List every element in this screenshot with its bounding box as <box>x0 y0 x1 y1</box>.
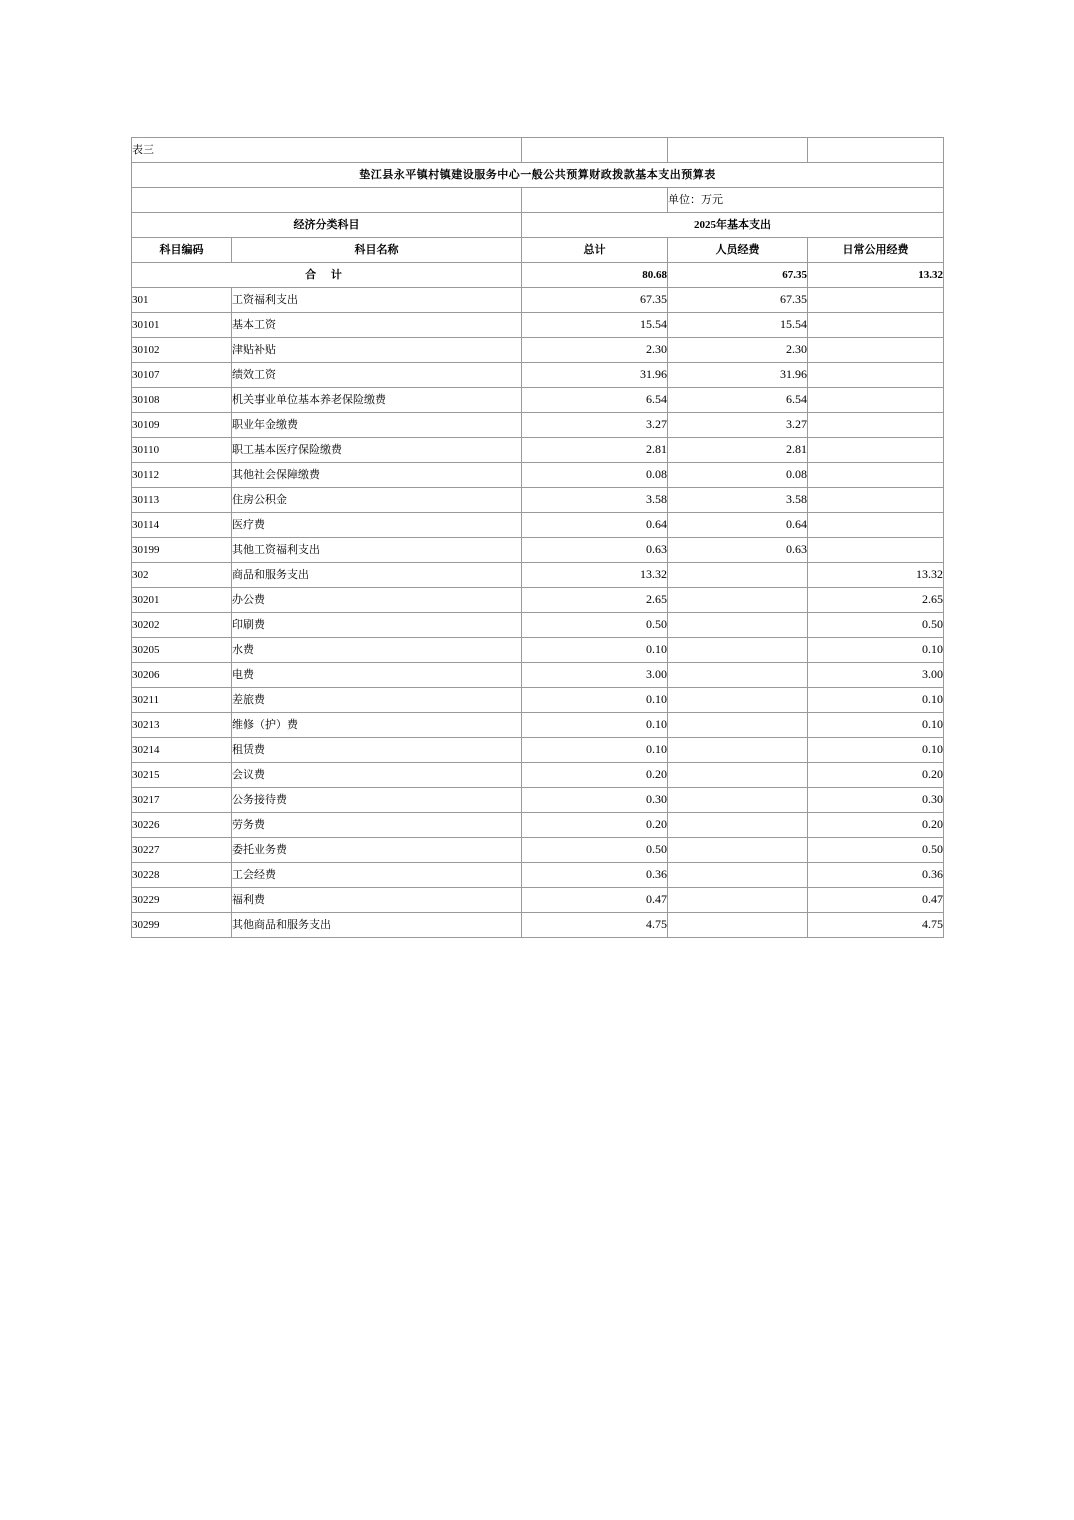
cell-total: 3.58 <box>522 488 668 513</box>
cell-public: 4.75 <box>808 913 944 938</box>
cell-public <box>808 438 944 463</box>
cell-name: 职业年金缴费 <box>232 413 522 438</box>
cell-code: 30226 <box>132 813 232 838</box>
cell-name: 工会经费 <box>232 863 522 888</box>
cell-total: 0.63 <box>522 538 668 563</box>
cell-code: 30217 <box>132 788 232 813</box>
cell-public: 2.65 <box>808 588 944 613</box>
cell-public: 0.50 <box>808 838 944 863</box>
cell-personnel: 3.27 <box>668 413 808 438</box>
column-header-name: 科目名称 <box>232 238 522 263</box>
cell-total: 0.36 <box>522 863 668 888</box>
table-body <box>132 288 944 938</box>
cell-code: 30202 <box>132 613 232 638</box>
cell-public: 0.30 <box>808 788 944 813</box>
column-header-code: 科目编码 <box>132 238 232 263</box>
cell-code: 30211 <box>132 688 232 713</box>
cell-name: 委托业务费 <box>232 838 522 863</box>
cell-public: 0.20 <box>808 763 944 788</box>
cell-personnel: 2.30 <box>668 338 808 363</box>
cell-total: 0.20 <box>522 763 668 788</box>
cell-personnel: 6.54 <box>668 388 808 413</box>
cell-code: 30229 <box>132 888 232 913</box>
column-header-personnel: 人员经费 <box>668 238 808 263</box>
cell-personnel: 0.63 <box>668 538 808 563</box>
cell-personnel <box>668 713 808 738</box>
cell-total: 13.32 <box>522 563 668 588</box>
cell-total: 0.64 <box>522 513 668 538</box>
total-value-total: 80.68 <box>522 263 668 288</box>
cell-public: 0.10 <box>808 713 944 738</box>
cell-name: 电费 <box>232 663 522 688</box>
cell-code: 30227 <box>132 838 232 863</box>
table-row <box>132 738 944 763</box>
cell-personnel: 3.58 <box>668 488 808 513</box>
cell-total: 0.50 <box>522 838 668 863</box>
cell-total: 3.27 <box>522 413 668 438</box>
cell-public <box>808 413 944 438</box>
cell-public: 0.47 <box>808 888 944 913</box>
cell-code: 30201 <box>132 588 232 613</box>
cell-public: 0.10 <box>808 638 944 663</box>
table-title-row <box>132 163 944 188</box>
cell-total: 0.50 <box>522 613 668 638</box>
cell-personnel <box>668 813 808 838</box>
cell-personnel <box>668 588 808 613</box>
cell-public <box>808 463 944 488</box>
cell-personnel <box>668 888 808 913</box>
table-row <box>132 813 944 838</box>
cell-public: 0.50 <box>808 613 944 638</box>
table-row <box>132 313 944 338</box>
table-row <box>132 913 944 938</box>
tag-blank-2 <box>668 138 808 163</box>
cell-name: 住房公积金 <box>232 488 522 513</box>
cell-public <box>808 538 944 563</box>
table-row <box>132 763 944 788</box>
cell-code: 30107 <box>132 363 232 388</box>
table-unit-row <box>132 188 944 213</box>
header-group-economic-classification: 经济分类科目 <box>132 213 522 238</box>
table-row <box>132 638 944 663</box>
cell-total: 0.20 <box>522 813 668 838</box>
table-row <box>132 663 944 688</box>
cell-total: 6.54 <box>522 388 668 413</box>
table-row <box>132 413 944 438</box>
cell-code: 30228 <box>132 863 232 888</box>
table-row <box>132 438 944 463</box>
cell-total: 3.00 <box>522 663 668 688</box>
cell-name: 商品和服务支出 <box>232 563 522 588</box>
unit-blank-2 <box>522 188 668 213</box>
table-row <box>132 538 944 563</box>
cell-name: 印刷费 <box>232 613 522 638</box>
table-row <box>132 513 944 538</box>
cell-code: 30108 <box>132 388 232 413</box>
cell-personnel: 0.08 <box>668 463 808 488</box>
cell-name: 办公费 <box>232 588 522 613</box>
cell-total: 4.75 <box>522 913 668 938</box>
cell-public: 0.10 <box>808 688 944 713</box>
table-tag-row <box>132 138 944 163</box>
table-header-group-row <box>132 213 944 238</box>
cell-name: 其他工资福利支出 <box>232 538 522 563</box>
cell-name: 津贴补贴 <box>232 338 522 363</box>
cell-code: 30215 <box>132 763 232 788</box>
table-row <box>132 588 944 613</box>
cell-public <box>808 313 944 338</box>
cell-code: 30112 <box>132 463 232 488</box>
cell-total: 0.10 <box>522 713 668 738</box>
cell-total: 31.96 <box>522 363 668 388</box>
cell-code: 30102 <box>132 338 232 363</box>
cell-total: 0.10 <box>522 738 668 763</box>
cell-total: 2.81 <box>522 438 668 463</box>
budget-table <box>131 137 944 938</box>
sheet-tag: 表三 <box>132 138 522 163</box>
table-row <box>132 713 944 738</box>
cell-personnel: 0.64 <box>668 513 808 538</box>
cell-personnel: 2.81 <box>668 438 808 463</box>
cell-code: 30113 <box>132 488 232 513</box>
unit-blank-1 <box>132 188 522 213</box>
cell-name: 维修（护）费 <box>232 713 522 738</box>
cell-personnel <box>668 563 808 588</box>
cell-name: 其他商品和服务支出 <box>232 913 522 938</box>
cell-code: 30214 <box>132 738 232 763</box>
cell-code: 30299 <box>132 913 232 938</box>
cell-public <box>808 388 944 413</box>
cell-public: 0.20 <box>808 813 944 838</box>
cell-personnel <box>668 763 808 788</box>
cell-name: 水费 <box>232 638 522 663</box>
cell-name: 福利费 <box>232 888 522 913</box>
cell-code: 30199 <box>132 538 232 563</box>
table-row <box>132 338 944 363</box>
cell-personnel: 31.96 <box>668 363 808 388</box>
cell-total: 0.08 <box>522 463 668 488</box>
cell-total: 15.54 <box>522 313 668 338</box>
cell-total: 0.10 <box>522 688 668 713</box>
table-total-row <box>132 263 944 288</box>
cell-name: 机关事业单位基本养老保险缴费 <box>232 388 522 413</box>
cell-name: 其他社会保障缴费 <box>232 463 522 488</box>
column-header-total: 总计 <box>522 238 668 263</box>
cell-name: 医疗费 <box>232 513 522 538</box>
cell-total: 2.30 <box>522 338 668 363</box>
cell-personnel <box>668 838 808 863</box>
cell-public <box>808 488 944 513</box>
cell-personnel <box>668 738 808 763</box>
page-title: 垫江县永平镇村镇建设服务中心一般公共预算财政拨款基本支出预算表 <box>132 163 944 188</box>
table-row <box>132 613 944 638</box>
cell-name: 劳务费 <box>232 813 522 838</box>
cell-public <box>808 288 944 313</box>
table-row <box>132 863 944 888</box>
cell-code: 30213 <box>132 713 232 738</box>
cell-public: 3.00 <box>808 663 944 688</box>
tag-blank-1 <box>522 138 668 163</box>
cell-personnel <box>668 788 808 813</box>
cell-public <box>808 338 944 363</box>
cell-code: 302 <box>132 563 232 588</box>
table-row <box>132 688 944 713</box>
table-row <box>132 788 944 813</box>
table-header-row <box>132 238 944 263</box>
header-group-basic-expenditure: 2025年基本支出 <box>522 213 944 238</box>
cell-name: 绩效工资 <box>232 363 522 388</box>
table-row <box>132 838 944 863</box>
total-value-public: 13.32 <box>808 263 944 288</box>
table-row <box>132 388 944 413</box>
cell-code: 30110 <box>132 438 232 463</box>
total-value-personnel: 67.35 <box>668 263 808 288</box>
unit-label: 单位：万元 <box>668 188 944 213</box>
cell-total: 67.35 <box>522 288 668 313</box>
total-label: 合 计 <box>132 263 522 288</box>
cell-name: 职工基本医疗保险缴费 <box>232 438 522 463</box>
cell-name: 公务接待费 <box>232 788 522 813</box>
cell-personnel <box>668 688 808 713</box>
table-row <box>132 563 944 588</box>
cell-personnel: 67.35 <box>668 288 808 313</box>
cell-personnel <box>668 863 808 888</box>
cell-name: 会议费 <box>232 763 522 788</box>
cell-public <box>808 363 944 388</box>
cell-code: 30109 <box>132 413 232 438</box>
cell-code: 30205 <box>132 638 232 663</box>
cell-total: 0.10 <box>522 638 668 663</box>
cell-public: 0.10 <box>808 738 944 763</box>
cell-total: 2.65 <box>522 588 668 613</box>
cell-total: 0.47 <box>522 888 668 913</box>
budget-sheet <box>131 137 943 938</box>
table-row <box>132 463 944 488</box>
cell-name: 基本工资 <box>232 313 522 338</box>
cell-name: 差旅费 <box>232 688 522 713</box>
cell-public: 13.32 <box>808 563 944 588</box>
cell-code: 30114 <box>132 513 232 538</box>
table-row <box>132 488 944 513</box>
cell-code: 30101 <box>132 313 232 338</box>
column-header-public: 日常公用经费 <box>808 238 944 263</box>
cell-code: 301 <box>132 288 232 313</box>
cell-personnel <box>668 663 808 688</box>
cell-personnel: 15.54 <box>668 313 808 338</box>
tag-blank-3 <box>808 138 944 163</box>
cell-public: 0.36 <box>808 863 944 888</box>
cell-personnel <box>668 638 808 663</box>
cell-name: 租赁费 <box>232 738 522 763</box>
cell-total: 0.30 <box>522 788 668 813</box>
cell-personnel <box>668 613 808 638</box>
table-row <box>132 888 944 913</box>
cell-public <box>808 513 944 538</box>
table-row <box>132 363 944 388</box>
cell-personnel <box>668 913 808 938</box>
table-row <box>132 288 944 313</box>
cell-name: 工资福利支出 <box>232 288 522 313</box>
cell-code: 30206 <box>132 663 232 688</box>
